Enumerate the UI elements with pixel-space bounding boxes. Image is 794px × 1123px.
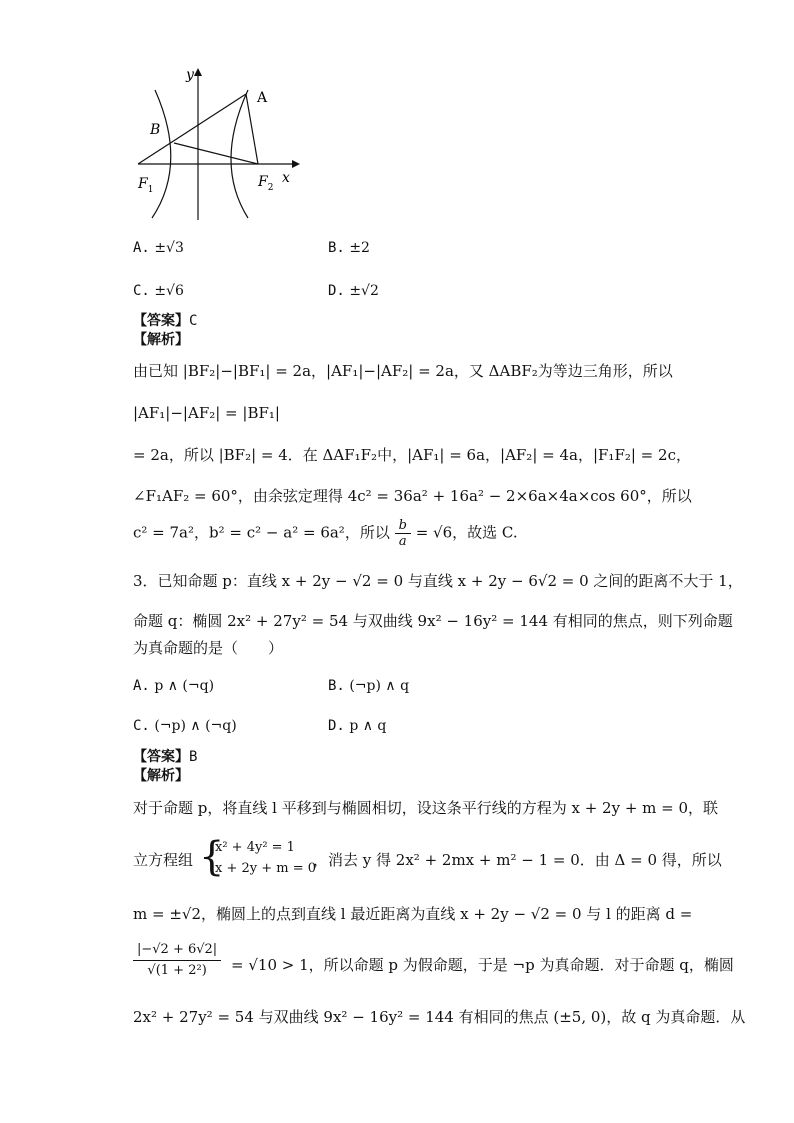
option-value: (¬p) ∧ (¬q) (154, 718, 237, 734)
option-value: ±2 (349, 240, 370, 256)
label-B: B (150, 122, 161, 138)
q3-option-D (328, 716, 386, 736)
q2-analysis-line-1: 由已知 |BF₂|−|BF₁| = 2a，|AF₁|−|AF₂| = 2a，又 ΔABF₂为等边三角形，所以 (133, 362, 673, 380)
answer-value: C (189, 313, 198, 329)
q2-analysis-label: 【解析】 (133, 332, 189, 348)
answer-label: 【答案】 (133, 313, 189, 329)
option-value: ±√3 (154, 240, 184, 256)
option-letter: D. (328, 283, 345, 299)
hyperbola-right-branch (231, 90, 248, 218)
option-value: p ∧ (¬q) (154, 678, 215, 694)
option-value: p ∧ q (349, 718, 387, 734)
q3-answer (133, 747, 197, 767)
option-letter: B. (328, 678, 345, 694)
q2-analysis-line-2: |AF₁|−|AF₂| = |BF₁| (133, 404, 280, 422)
option-letter: D. (328, 718, 345, 734)
text-segment: 立方程组 (133, 851, 194, 869)
label-y: y (186, 67, 194, 83)
q3-stem-line-3: 为真命题的是（ ） (133, 639, 284, 657)
fraction-numerator: |−√2 + 6√2| (133, 940, 221, 961)
equation-2: x + 2y + m = 0 (215, 861, 317, 876)
q3-option-A (133, 676, 214, 696)
q2-option-C (133, 281, 184, 301)
answer-value: B (189, 749, 198, 765)
text-segment: ，消去 y 得 2x² + 2mx + m² − 1 = 0．由 Δ = 0 得，所以 (313, 851, 722, 869)
q3-analysis-line-5: 2x² + 27y² = 54 与双曲线 9x² − 16y² = 144 有相同的焦点 (±5, 0)，故 q 为真命题．从 (133, 1008, 746, 1026)
q3-analysis-line-3: m = ±√2，椭圆上的点到直线 l 最近距离为直线 x + 2y − √2 = 0 与 l 的距离 d = (133, 905, 693, 923)
option-value: ±√2 (349, 283, 379, 299)
text-segment: = √10 > 1，所以命题 p 为假命题，于是 ¬p 为真命题．对于命题 q，椭圆 (231, 956, 734, 974)
q3-stem-line-1: 3．已知命题 p：直线 x + 2y − √2 = 0 与直线 x + 2y − 6√2 = 0 之间的距离不大于 1， (133, 572, 743, 590)
fraction-b-over-a (395, 518, 411, 549)
text-segment: c² = 7a²，b² = c² − a² = 6a²，所以 (133, 523, 390, 542)
q2-analysis-line-4: ∠F₁AF₂ = 60°，由余弦定理得 4c² = 36a² + 16a² − 2×6a×4a×cos 60°，所以 (133, 487, 692, 505)
q3-analysis-label: 【解析】 (133, 768, 189, 784)
option-letter: A. (133, 678, 150, 694)
text-segment: = √6，故选 C. (415, 523, 518, 542)
hyperbola-figure (130, 60, 310, 225)
q2-analysis-line-3: = 2a，所以 |BF₂| = 4．在 ΔAF₁F₂中，|AF₁| = 6a，|AF₂| = 4a，|F₁F₂| = 2c， (133, 446, 691, 464)
label-x: x (282, 170, 290, 186)
fraction-denominator: √(1 + 2²) (147, 963, 207, 978)
q3-option-C (133, 716, 237, 736)
x-axis-arrow-icon (292, 160, 300, 168)
option-letter: C. (133, 283, 150, 299)
q3-analysis-line-1: 对于命题 p，将直线 l 平移到与椭圆相切，设这条平行线的方程为 x + 2y + m = 0，联 (133, 799, 719, 817)
y-axis-arrow-icon (194, 68, 202, 76)
q2-option-A (133, 238, 184, 258)
option-value: (¬p) ∧ q (349, 678, 410, 694)
fraction-denominator: a (398, 534, 407, 549)
option-letter: A. (133, 240, 150, 256)
fraction-numerator: b (395, 518, 411, 534)
label-A: A (257, 90, 268, 106)
q3-analysis-line-4 (133, 940, 734, 990)
equation-1: x² + 4y² = 1 (215, 840, 295, 855)
left-brace-icon: { (199, 834, 225, 880)
q2-analysis-line-5 (133, 518, 663, 549)
q2-answer (133, 311, 197, 331)
option-letter: C. (133, 718, 150, 734)
label-F1: $F_1$ (138, 176, 154, 195)
answer-label: 【答案】 (133, 749, 189, 765)
hyperbola-left-branch (152, 90, 171, 218)
label-F2: $F_2$ (258, 174, 274, 193)
q2-option-D (328, 281, 379, 301)
line-B-F2 (174, 143, 258, 164)
distance-fraction (133, 940, 221, 981)
q3-analysis-line-2 (133, 834, 722, 882)
option-letter: B. (328, 240, 345, 256)
q3-option-B (328, 676, 409, 696)
q3-stem-line-2: 命题 q：椭圆 2x² + 27y² = 54 与双曲线 9x² − 16y² = 144 有相同的焦点，则下列命题 (133, 612, 733, 630)
q2-option-B (328, 238, 370, 258)
option-value: ±√6 (154, 283, 184, 299)
